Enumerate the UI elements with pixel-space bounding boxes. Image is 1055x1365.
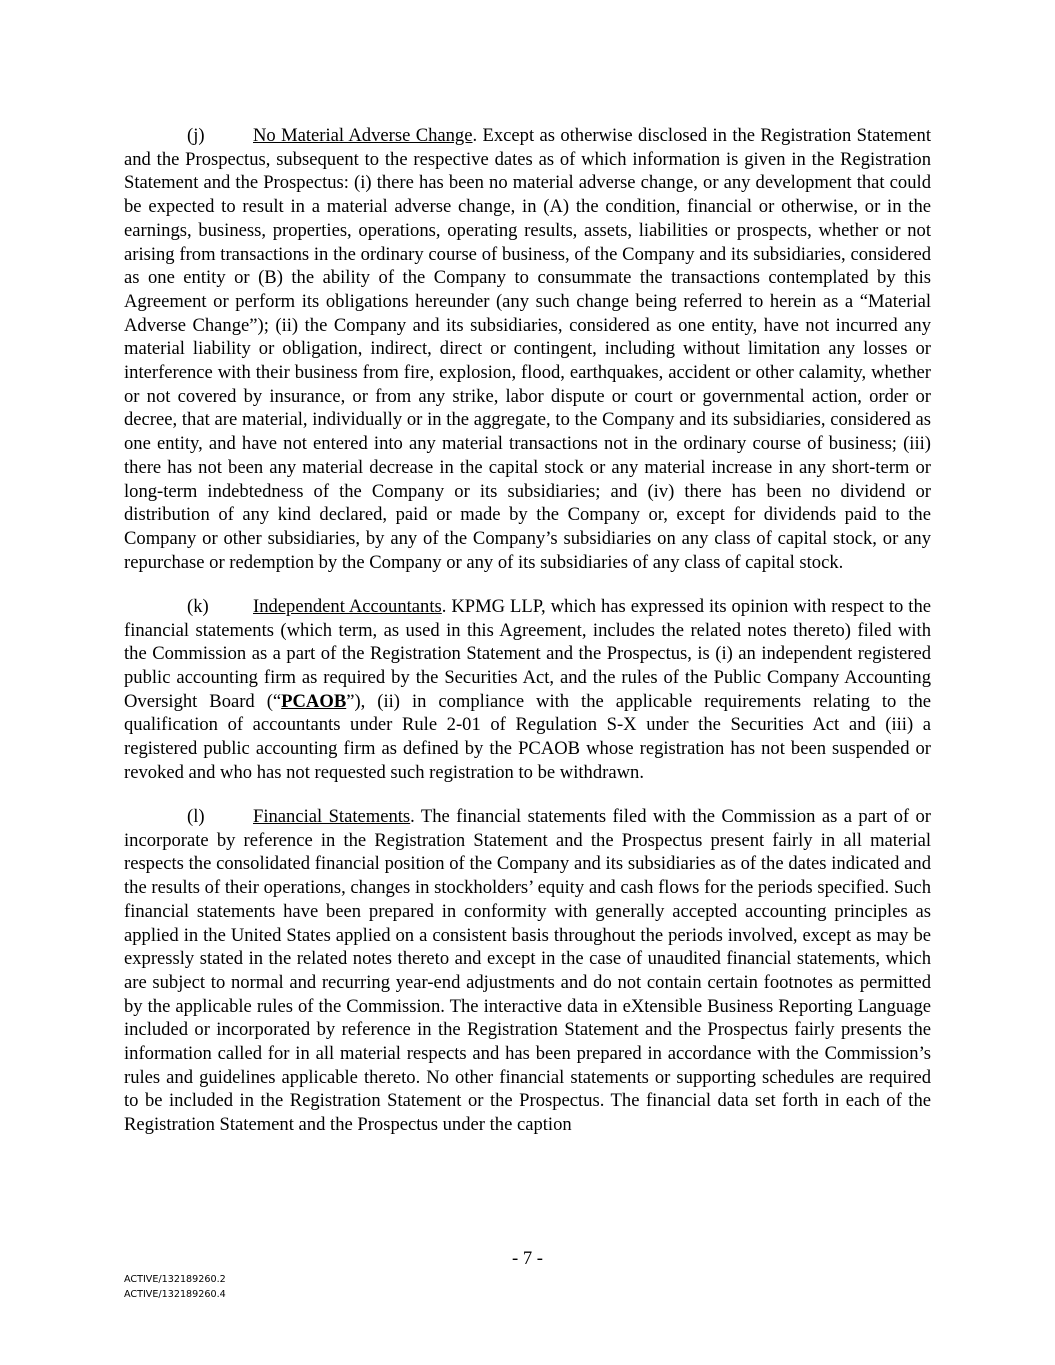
paragraph-heading: Independent Accountants: [253, 595, 442, 617]
paragraph-j: [124, 124, 931, 574]
document-footer: [124, 1272, 226, 1302]
paragraph-heading: Financial Statements: [253, 805, 411, 827]
page-number: - 7 -: [512, 1248, 543, 1269]
paragraph-l: [124, 805, 931, 1137]
paragraph-body: . The financial statements filed with the Commission as a part of or incorporate by reference in the Registration Statement and the Prospectus present fairly in all material respects the consolidated financial position of the Company and its subsidiaries as of the dates indicated and the results of their operations, changes in stockholders’ equity and cash flows for the periods specified. Such financial statements have been prepared in conformity with generally accepted accounting principles as applied in the United States applied on a consistent basis throughout the periods involved, except as may be expressly stated in the related notes thereto and except in the case of unaudited financial statements, which are subject to normal and recurring year-end adjustments and do not contain certain footnotes as permitted by the applicable rules of the Commission. The interactive data in eXtensible Business Reporting Language included or incorporated by reference in the Registration Statement and the Prospectus fairly presents the information called for in all material respects and has been prepared in accordance with the Commission’s rules and guidelines applicable thereto. No other financial statements or supporting schedules are required to be included in the Registration Statement or the Prospectus. The financial data set forth in each of the Registration Statement and the Prospectus under the caption: [124, 805, 931, 1136]
document-page: [124, 124, 931, 1157]
paragraph-number: (j): [187, 125, 205, 146]
footer-doc-id: ACTIVE/132189260.4: [124, 1289, 226, 1300]
defined-term: PCAOB: [281, 690, 347, 712]
paragraph-body: . Except as otherwise disclosed in the Registration Statement and the Prospectus, subsequent to the respective dates as of which information is given in the Registration Statement and the Prospectus: (i) there has been no material adverse change, or any development that could be expected to result in a material adverse change, in (A) the condition, financial or otherwise, or in the earnings, business, properties, operations, operating results, assets, liabilities or prospects, whether or not arising from transactions in the ordinary course of business, of the Company and its subsidiaries, considered as one entity or (B) the ability of the Company to consummate the transactions contemplated by this Agreement or perform its obligations hereunder (any such change being referred to herein as a “Material Adverse Change”); (ii) the Company and its subsidiaries, considered as one entity, have not incurred any material liability or obligation, indirect, direct or contingent, including without limitation any losses or interference with their business from fire, explosion, flood, earthquakes, accident or other calamity, whether or not covered by insurance, or from any strike, labor dispute or court or governmental action, order or decree, that are material, individually or in the aggregate, to the Company and its subsidiaries, considered as one entity, and have not entered into any material transactions not in the ordinary course of business; (iii) there has not been any material decrease in the capital stock or any material increase in any short-term or long-term indebtedness of the Company or its subsidiaries; and (iv) there has been no dividend or distribution of any kind declared, paid or made by the Company or, except for dividends paid to the Company or other subsidiaries, by any of the Company’s subsidiaries on any class of capital stock, or any repurchase or redemption by the Company or any of its subsidiaries of any class of capital stock.: [124, 125, 931, 573]
paragraph-heading: No Material Adverse Change: [253, 125, 473, 146]
footer-doc-id: ACTIVE/132189260.2: [124, 1274, 226, 1285]
paragraph-k: [124, 595, 931, 785]
paragraph-body: . KPMG LLP, which has expressed its opinion with respect to the financial statements (which term, as used in this Agreement, includes the related notes thereto) filed with the Commission as a part of the Registration Statement and the Prospectus, is (i) an independent registered public accounting firm as required by the Securities Act, and the rules of the Public Company Accounting Oversight Board (“: [124, 595, 931, 712]
paragraph-number: (l): [187, 805, 205, 827]
paragraph-number: (k): [187, 595, 209, 617]
paragraph-body-continued: ”), (ii) in compliance with the applicable requirements relating to the qualification of accountants under Rule 2-01 of Regulation S-X under the Securities Act and (iii) a registered public accounting firm as defined by the PCAOB whose registration has not been suspended or revoked and who has not requested such registration to be withdrawn.: [124, 690, 931, 783]
